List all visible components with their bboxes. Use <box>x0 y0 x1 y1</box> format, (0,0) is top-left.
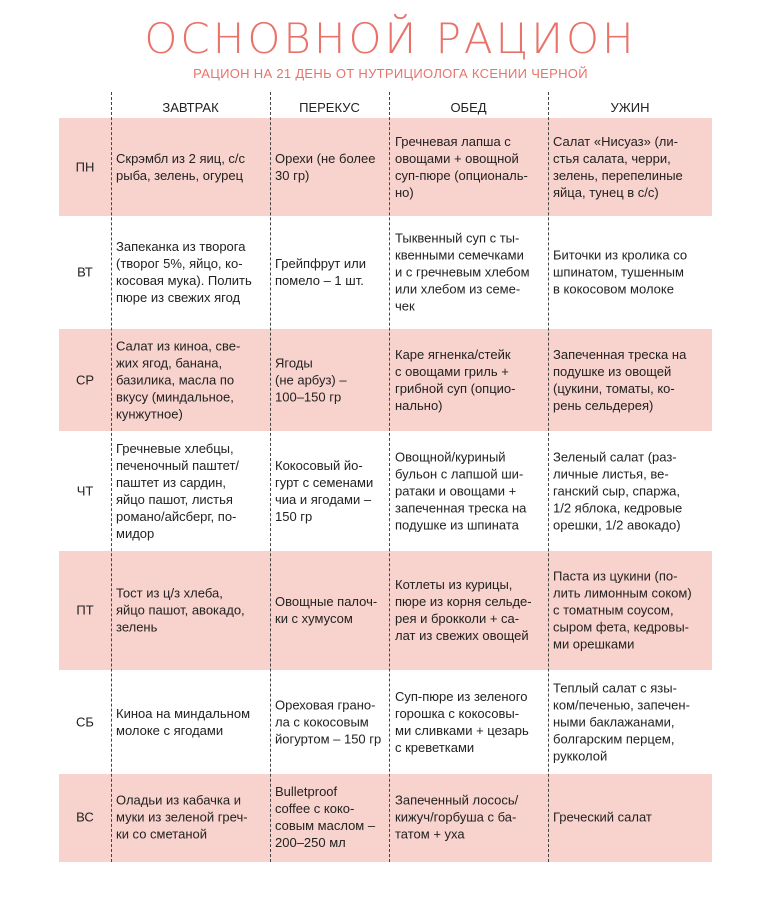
breakfast-cell: Запеканка из творога (творог 5%, яйцо, ко- косовая мука). Полить пюре из свежих ягод <box>116 239 252 305</box>
snack-cell: Грейпфрут или помело – 1 шт. <box>275 256 367 288</box>
day-label: ПТ <box>76 602 94 618</box>
page-subtitle: РАЦИОН НА 21 ДЕНЬ ОТ НУТРИЦИОЛОГА КСЕНИИ ЧЕРНОЙ <box>193 66 588 81</box>
dinner-cell: Биточки из кролика со шпинатом, тушенным в кокосовом молоке <box>553 247 688 297</box>
snack-cell: Ягоды (не арбуз) – 100–150 гр <box>275 355 347 405</box>
dinner-cell: Зеленый салат (раз- личные листья, ве- ганский сыр, спаржа, 1/2 яблока, кедровые орешки, 1/2 авокадо) <box>553 449 683 533</box>
header-lunch: ОБЕД <box>450 100 487 115</box>
column-divider <box>389 92 390 862</box>
snack-cell: Овощные палоч- ки с хумусом <box>275 594 378 626</box>
header-breakfast: ЗАВТРАК <box>162 100 219 115</box>
lunch-cell: Суп-пюре из зеленого горошка с кокосовы- ми сливками + цезарь с креветками <box>395 689 529 755</box>
lunch-cell: Каре ягненка/стейк с овощами гриль + грибной суп (опцио- нально) <box>395 347 516 413</box>
day-label: ВТ <box>77 264 93 280</box>
lunch-cell: Тыквенный суп с ты- квенными семечками и с гречневым хлебом или хлебом из семе- чек <box>395 230 530 314</box>
snack-cell: Bulletproof coffee с коко- совым маслом – 200–250 мл <box>275 784 376 850</box>
dinner-cell: Запеченная треска на подушке из овощей (цукини, томаты, ко- рень сельдерея) <box>553 347 687 413</box>
breakfast-cell: Тост из ц/з хлеба, яйцо пашот, авокадо, зелень <box>116 585 245 635</box>
day-label: ЧТ <box>76 483 94 499</box>
snack-cell: Орехи (не более 30 гр) <box>275 151 376 183</box>
breakfast-cell: Оладьи из кабачка и муки из зеленой греч- ки со сметаной <box>116 792 248 842</box>
lunch-cell: Гречневая лапша с овощами + овощной суп-пюре (опциональ- но) <box>395 134 528 200</box>
header-snack: ПЕРЕКУС <box>299 100 360 115</box>
lunch-cell: Овощной/куриный бульон с лапшой ши- ратаки и овощами + запеченная треска на подушке из шпината <box>395 449 527 533</box>
breakfast-cell: Гречневые хлебцы, печеночный паштет/ паштет из сардин, яйцо пашот, листья романо/айсберг, по- мидор <box>116 441 240 541</box>
lunch-cell: Запеченный лосось/ кижуч/горбуша с ба- татом + уха <box>395 792 519 842</box>
day-label: СР <box>75 372 95 388</box>
header-dinner: УЖИН <box>610 100 650 115</box>
dinner-cell: Паста из цукини (по- лить лимонным соком) с томатным соусом, сыром фета, кедровы- ми орешками <box>553 568 692 652</box>
snack-cell: Кокосовый йо- гурт с семенами чиа и ягодами – 150 гр <box>275 458 374 524</box>
snack-cell: Ореховая грано- ла с кокосовым йогуртом – 150 гр <box>275 697 382 747</box>
day-label: СБ <box>76 714 94 730</box>
day-label: ПН <box>75 159 95 175</box>
breakfast-cell: Скрэмбл из 2 яиц, с/с рыба, зелень, огурец <box>116 151 246 183</box>
dinner-cell: Теплый салат с язы- ком/печенью, запечен- ными баклажанами, болгарским перцем, рукколой <box>553 680 690 764</box>
page-title: ОСНОВНОЙ РАЦИОН <box>144 14 637 63</box>
meal-plan-table <box>59 92 712 862</box>
column-divider <box>270 92 271 862</box>
dinner-cell: Греческий салат <box>553 809 652 825</box>
dinner-cell: Салат «Нисуаз» (ли- стья салата, черри, зелень, перепелиные яйца, тунец в с/с) <box>553 134 683 200</box>
breakfast-cell: Салат из киноа, све- жих ягод, банана, базилика, масла по вкусу (миндальное, кунжутное) <box>116 338 241 422</box>
breakfast-cell: Киноа на миндальном молоке с ягодами <box>116 706 251 738</box>
day-label: ВС <box>76 809 94 825</box>
lunch-cell: Котлеты из курицы, пюре из корня сельде- рея и брокколи + са- лат из свежих овощей <box>395 577 532 643</box>
column-divider <box>111 92 112 862</box>
column-divider <box>548 92 549 862</box>
